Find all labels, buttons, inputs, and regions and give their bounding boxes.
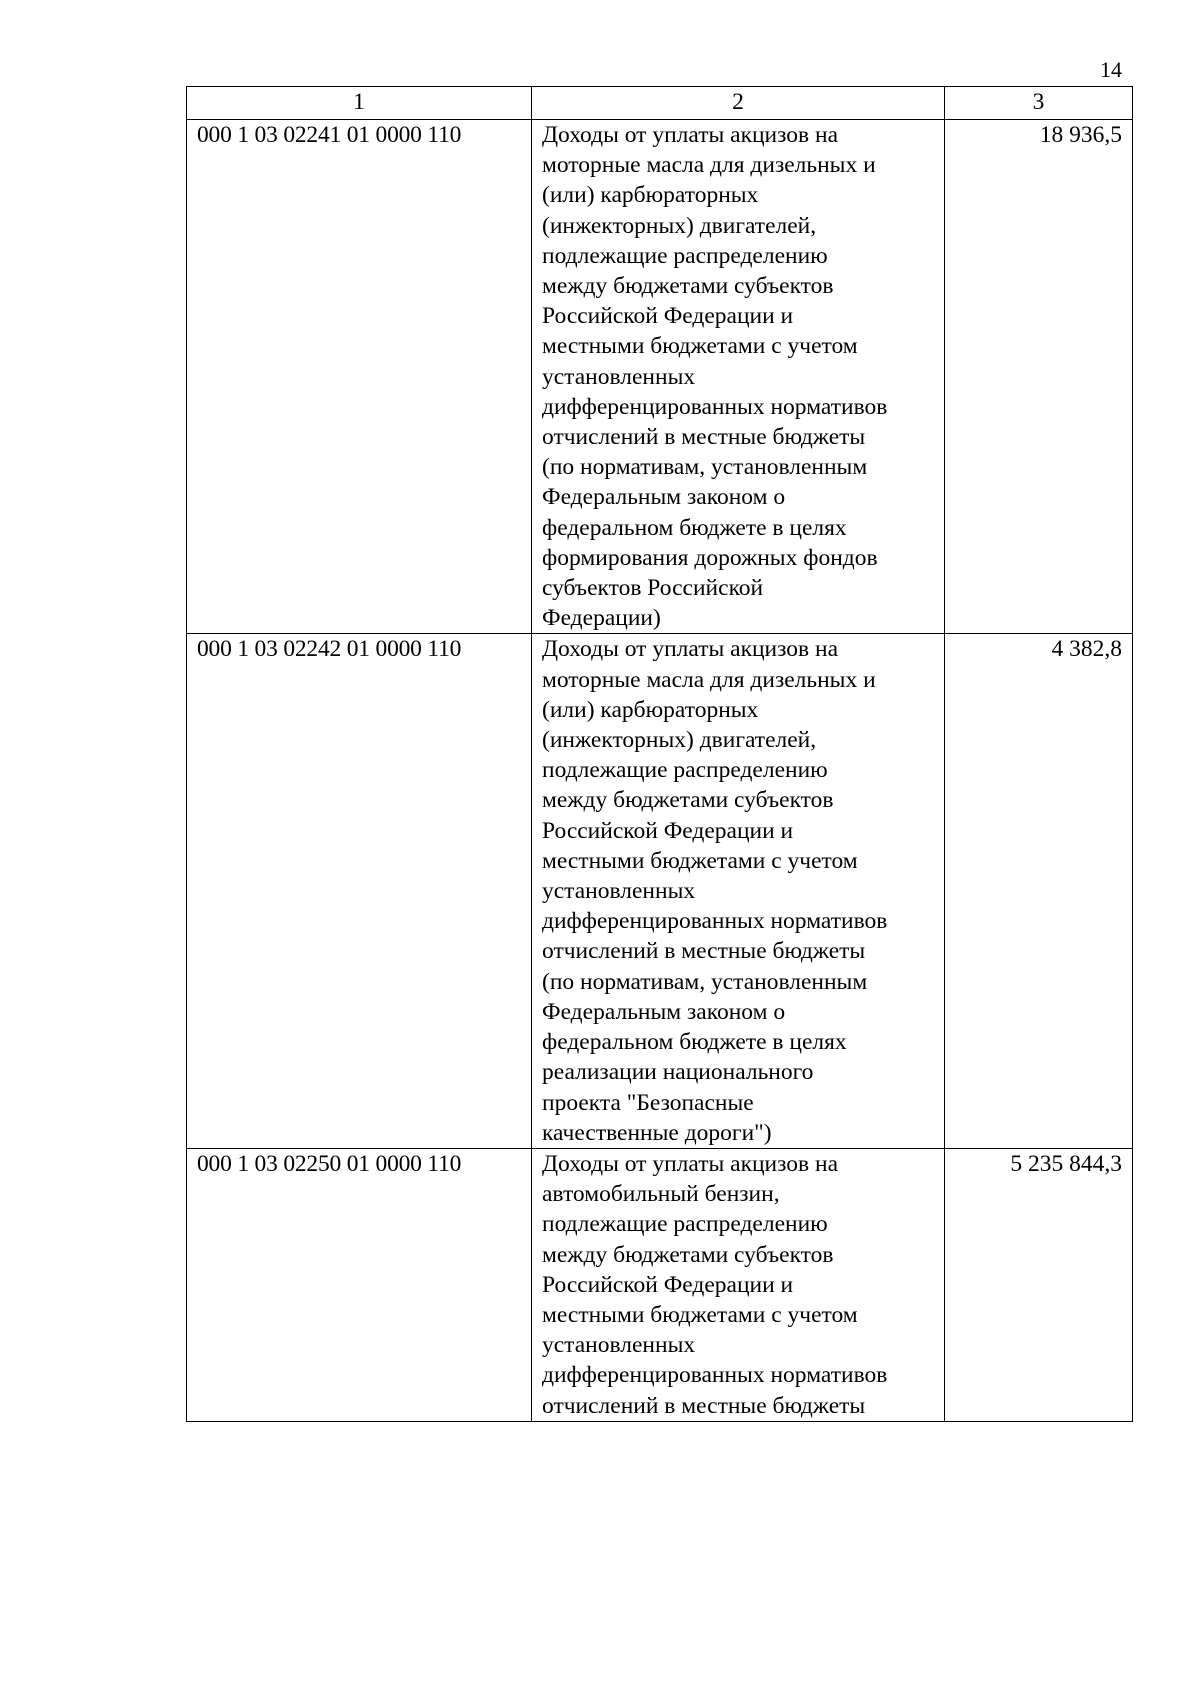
description-line: подлежащие распределению xyxy=(542,1211,828,1238)
description-line: Российской Федерации и xyxy=(542,1271,794,1298)
description-line: установленных xyxy=(542,878,696,905)
description-line: субъектов Российской xyxy=(542,575,764,602)
page-number: 14 xyxy=(1100,57,1122,82)
description-line: Федеральным законом о xyxy=(542,998,786,1025)
classification-code: 000 1 03 02242 01 0000 110 xyxy=(187,634,532,1148)
description-line: Доходы от уплаты акцизов на xyxy=(542,1150,839,1177)
description-line: Российской Федерации и xyxy=(542,303,794,330)
description-line: качественные дороги") xyxy=(542,1119,772,1146)
description-line: отчислений в местные бюджеты xyxy=(542,1392,866,1419)
column-header-1: 1 xyxy=(187,87,532,120)
column-number-row xyxy=(187,87,1133,120)
table-row xyxy=(187,634,1133,1148)
description-line: отчислений в местные бюджеты xyxy=(542,424,866,451)
description-line: местными бюджетами с учетом xyxy=(542,333,858,360)
description-line: (инжекторных) двигателей, xyxy=(542,212,817,239)
description-line: отчислений в местные бюджеты xyxy=(542,938,866,965)
description-line: Российской Федерации и xyxy=(542,817,794,844)
description-line: Федеральным законом о xyxy=(542,484,786,511)
description-line: дифференцированных нормативов xyxy=(542,908,888,935)
classification-code: 000 1 03 02250 01 0000 110 xyxy=(187,1148,532,1421)
table-row xyxy=(187,1148,1133,1421)
description-line: проекта "Безопасные xyxy=(542,1089,754,1116)
description-line: установленных xyxy=(542,1332,696,1359)
description-line: между бюджетами субъектов xyxy=(542,273,834,300)
classification-code: 000 1 03 02241 01 0000 110 xyxy=(187,120,532,634)
description-line: федеральном бюджете в целях xyxy=(542,514,847,541)
description-line: Доходы от уплаты акцизов на xyxy=(542,122,839,148)
revenue-description xyxy=(532,120,945,634)
revenue-description xyxy=(532,634,945,1148)
description-line: местными бюджетами с учетом xyxy=(542,1301,858,1328)
table-row xyxy=(187,120,1133,634)
column-header-2: 2 xyxy=(532,87,945,120)
amount-value: 4 382,8 xyxy=(945,634,1133,1148)
description-line: реализации национального xyxy=(542,1059,814,1086)
description-line: между бюджетами субъектов xyxy=(542,787,834,814)
description-line: (или) карбюраторных xyxy=(542,182,759,209)
description-line: моторные масла для дизельных и xyxy=(542,152,876,179)
description-line: автомобильный бензин, xyxy=(542,1181,780,1208)
description-line: формирования дорожных фондов xyxy=(542,544,878,571)
description-line: между бюджетами субъектов xyxy=(542,1241,834,1268)
description-line: Доходы от уплаты акцизов на xyxy=(542,636,839,663)
description-line: местными бюджетами с учетом xyxy=(542,847,858,874)
description-line: дифференцированных нормативов xyxy=(542,393,888,420)
description-line: (или) карбюраторных xyxy=(542,696,759,723)
description-line: (по нормативам, установленным xyxy=(542,968,868,995)
description-line: дифференцированных нормативов xyxy=(542,1362,888,1389)
amount-value: 18 936,5 xyxy=(945,120,1133,634)
revenue-description xyxy=(532,1148,945,1421)
description-line: Федерации) xyxy=(542,605,661,632)
revenue-table xyxy=(186,86,1133,1422)
description-line: подлежащие распределению xyxy=(542,757,828,784)
description-line: установленных xyxy=(542,363,696,390)
description-line: подлежащие распределению xyxy=(542,242,828,269)
description-line: моторные масла для дизельных и xyxy=(542,666,876,693)
column-header-3: 3 xyxy=(945,87,1133,120)
description-line: федеральном бюджете в целях xyxy=(542,1029,847,1056)
description-line: (инжекторных) двигателей, xyxy=(542,727,817,754)
description-line: (по нормативам, установленным xyxy=(542,454,868,481)
amount-value: 5 235 844,3 xyxy=(945,1148,1133,1421)
